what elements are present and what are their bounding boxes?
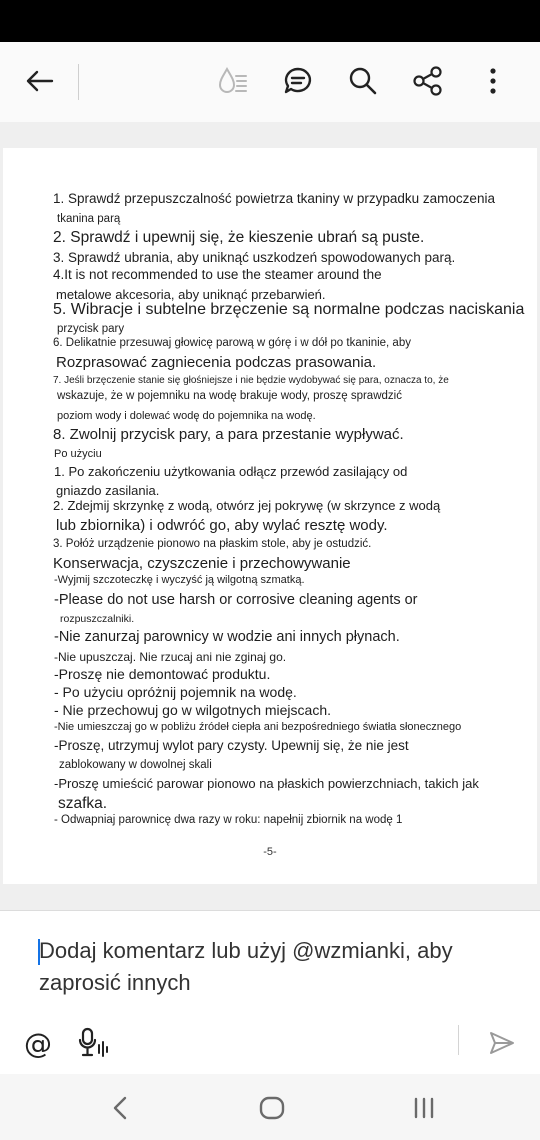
doc-line: 1. Sprawdź przepuszczalność powietrza tkaniny w przypadku zamoczenia [53,191,495,206]
doc-line: przycisk pary [57,323,125,335]
doc-line: poziom wody i dolewać wodę do pojemnika na wodę. [57,410,316,422]
doc-line: 2. Zdejmij skrzynkę z wodą, otwórz jej pokrywę (w skrzynce z wodą [53,498,441,513]
doc-line: - Po użyciu opróżnij pojemnik na wodę. [54,684,297,700]
doc-line: gniazdo zasilania. [56,483,160,498]
doc-line: 5. Wibracje i subtelne brzęczenie są normalne podczas naciskania [53,301,525,318]
search-icon[interactable] [340,58,386,104]
doc-line: -Nie umieszczaj go w pobliżu źródeł ciepła ani bezpośredniego światła słonecznego [54,721,462,733]
doc-line: zablokowany w dowolnej skali [59,759,212,771]
doc-line: 1. Po zakończeniu użytkowania odłącz przewód zasilający od [54,464,408,479]
doc-line: -Please do not use harsh or corrosive cleaning agents or [54,592,418,608]
more-vertical-icon[interactable] [470,58,516,104]
comment-icon[interactable] [275,58,321,104]
doc-line: -Nie upuszczaj. Nie rzucaj ani nie zginaj go. [54,650,287,664]
doc-line: szafka. [58,795,108,812]
comment-divider [458,1025,459,1055]
mention-button[interactable] [18,1023,58,1063]
doc-line: rozpuszczalniki. [60,613,135,625]
comment-input[interactable]: Dodaj komentarz lub użyj @wzmianki, aby zaprosić innych [39,938,453,995]
doc-line: Rozprasować zagniecenia podczas prasowania. [56,354,377,371]
nav-recents-icon[interactable] [402,1090,446,1126]
page-number: -5- [263,846,277,858]
comment-panel [0,910,540,1075]
doc-line: 4.It is not recommended to use the steamer around the [53,267,382,282]
doc-line: Po użyciu [54,448,102,460]
document-viewer[interactable] [0,122,540,910]
doc-line: wskazuje, że w pojemniku na wodę brakuje wody, proszę sprawdzić [57,390,402,402]
top-toolbar [0,42,540,123]
back-arrow-icon[interactable] [16,58,62,104]
doc-line: metalowe akcesoria, aby uniknąć przebarwień. [56,287,326,302]
doc-line: - Nie przechowuj go w wilgotnych miejscach. [54,702,331,718]
doc-line: -Wyjmij szczoteczkę i wyczyść ją wilgotną szmatką. [54,574,305,586]
doc-line: -Nie zanurzaj parownicy w wodzie ani innych płynach. [54,629,400,645]
document-page[interactable] [3,148,537,884]
nav-back-icon[interactable] [98,1090,142,1126]
status-bar [0,0,540,42]
toolbar-divider [78,64,79,100]
doc-line: 7. Jeśli brzęczenie stanie się głośniejsze i nie będzie wydobywać się para, oznacza to, że [53,375,449,386]
doc-line: -Proszę nie demontować produktu. [54,666,271,682]
doc-line: lub zbiornika) i odwróć go, aby wylać resztę wody. [56,517,388,534]
at-icon: @ [24,1026,52,1060]
doc-line: tkanina parą [57,213,121,225]
nav-home-icon[interactable] [250,1090,294,1126]
doc-line: Konserwacja, czyszczenie i przechowywanie [53,555,351,572]
system-navigation-bar [0,1074,540,1140]
doc-line: 6. Delikatnie przesuwaj głowicę parową w górę i w dół po tkaninie, aby [53,337,411,349]
microphone-icon[interactable] [74,1023,114,1063]
doc-line: 2. Sprawdź i upewnij się, że kieszenie ubrań są puste. [53,229,425,246]
send-icon[interactable] [482,1023,522,1063]
doc-line: 8. Zwolnij przycisk pary, a para przestanie wypływać. [53,426,404,443]
doc-line: -Proszę, utrzymuj wylot pary czysty. Upewnij się, że nie jest [54,738,409,753]
doc-line: -Proszę umieścić parowar pionowo na płaskich powierzchniach, takich jak [54,776,479,791]
doc-line: 3. Połóż urządzenie pionowo na płaskim stole, aby je ostudzić. [53,538,372,550]
doc-line: - Odwapniaj parownicę dwa razy w roku: napełnij zbiornik na wodę 1 [54,814,403,826]
share-icon[interactable] [405,58,451,104]
liquid-mode-icon[interactable] [210,58,256,104]
doc-line: 3. Sprawdź ubrania, aby uniknąć uszkodzeń spowodowanych parą. [53,250,456,265]
